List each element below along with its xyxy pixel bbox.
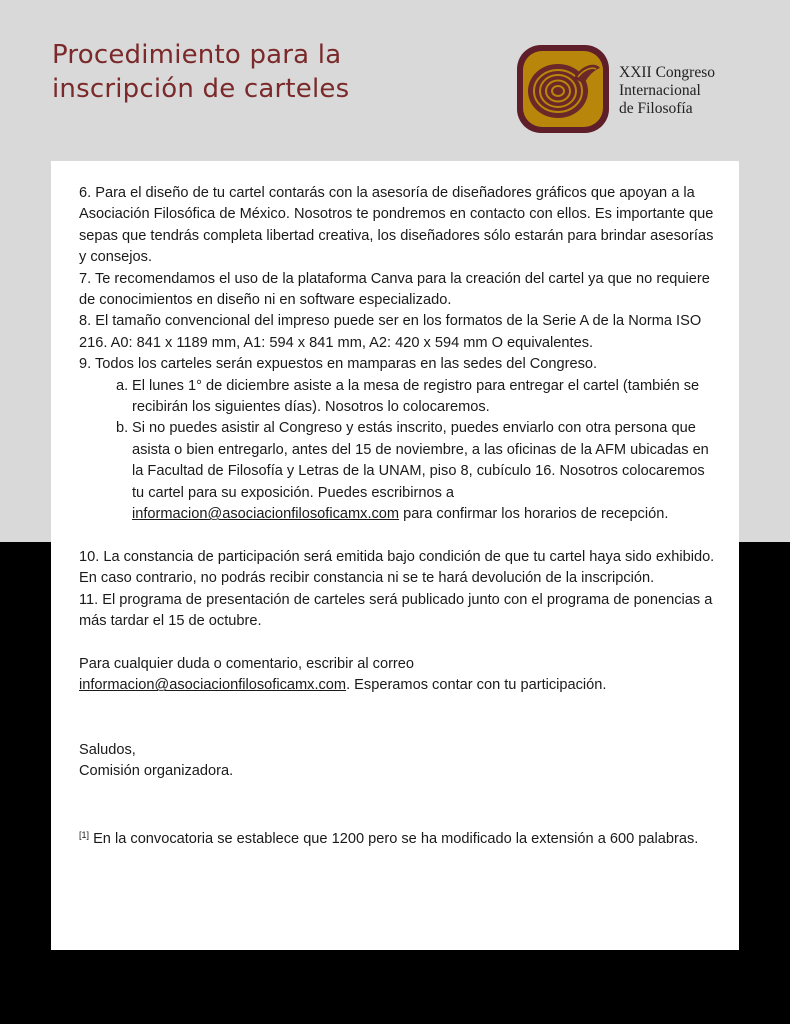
item-9a-label: a. xyxy=(116,377,129,394)
title-line-1: Procedimiento para la xyxy=(52,40,342,70)
title-line-2: inscripción de carteles xyxy=(52,74,350,104)
item-9: 9. Todos los carteles serán expuestos en mamparas en las sedes del Congreso. xyxy=(79,356,598,373)
item-9a-text: El lunes 1° de diciembre asiste a la mesa de registro para entregar el cartel (también se recibirán los siguientes días). Nosotros lo colocaremos. xyxy=(132,377,700,416)
congress-line-2: Internacional xyxy=(619,82,701,99)
footnote-text: En la convocatoria se establece que 1200 pero se ha modificado la extensión a 600 palabras. xyxy=(93,831,699,848)
congress-line-1: XXII Congreso xyxy=(619,64,715,81)
item-8: 8. El tamaño convencional del impreso puede ser en los formatos de la Serie A de la Norma ISO 216. A0: 841 x 1189 mm, A1: 594 x 841 mm, A2: 420 x 594 mm O equivalentes. xyxy=(79,313,702,351)
document-body xyxy=(79,183,719,851)
item-9b xyxy=(79,418,719,525)
item-11: 11. El programa de presentación de carteles será publicado junto con el programa de ponencias a más tardar el 15 de octubre. xyxy=(79,591,713,630)
contact-intro: Para cualquier duda o comentario, escribir al correo xyxy=(79,655,415,672)
spacer xyxy=(79,697,719,740)
contact-email-link[interactable]: informacion@asociacionfilosoficamx.com xyxy=(79,677,347,694)
footnote xyxy=(79,825,719,850)
closing-greeting: Saludos, xyxy=(79,741,136,758)
item-7: 7. Te recomendamos el uso de la plataforma Canva para la creación del cartel ya que no requiere de conocimientos en diseño ni en software especializado. xyxy=(79,270,710,309)
item-9b-label: b. xyxy=(116,420,129,437)
spacer xyxy=(79,633,719,654)
footnote-mark: [1] xyxy=(79,830,90,841)
contact-paragraph xyxy=(79,654,719,697)
item-9b-tail: para confirmar los horarios de recepción. xyxy=(403,506,669,523)
closing-signature: Comisión organizadora. xyxy=(79,762,234,779)
spacer xyxy=(79,782,719,825)
congress-line-3: de Filosofía xyxy=(619,100,693,117)
congress-spiral-logo-icon xyxy=(516,44,610,134)
item-9b-text: Si no puedes asistir al Congreso y estás inscrito, puedes enviarlo con otra persona que asista o bien entregarlo, antes del 15 de noviembre, a las oficinas de la AFM ubicadas en la Facultad de Filosofía y Letras de la UNAM, piso 8, cubículo 16. Nosotros colocaremos tu cartel para su exposición. Puedes escribirnos a xyxy=(132,420,709,501)
document-title xyxy=(52,38,349,106)
item-10: 10. La constancia de participación será emitida bajo condición de que tu cartel haya sido exhibido. En caso contrario, no podrás recibir constancia ni se te hará devolución de la inscripción. xyxy=(79,548,715,587)
spacer xyxy=(79,526,719,547)
contact-tail: . Esperamos contar con tu participación. xyxy=(346,677,607,694)
email-link[interactable]: informacion@asociacionfilosoficamx.com xyxy=(132,506,400,523)
content-card xyxy=(51,161,739,950)
item-9a xyxy=(79,376,719,419)
congress-name xyxy=(619,64,715,118)
item-6: 6. Para el diseño de tu cartel contarás con la asesoría de diseñadores gráficos que apoyan a la Asociación Filosófica de México. Nosotros te pondremos en contacto con ellos. Es importante que sepas que tendrás completa libertad creativa, los diseñadores sólo estarán para brindar asesorías y consejos. xyxy=(79,185,714,266)
